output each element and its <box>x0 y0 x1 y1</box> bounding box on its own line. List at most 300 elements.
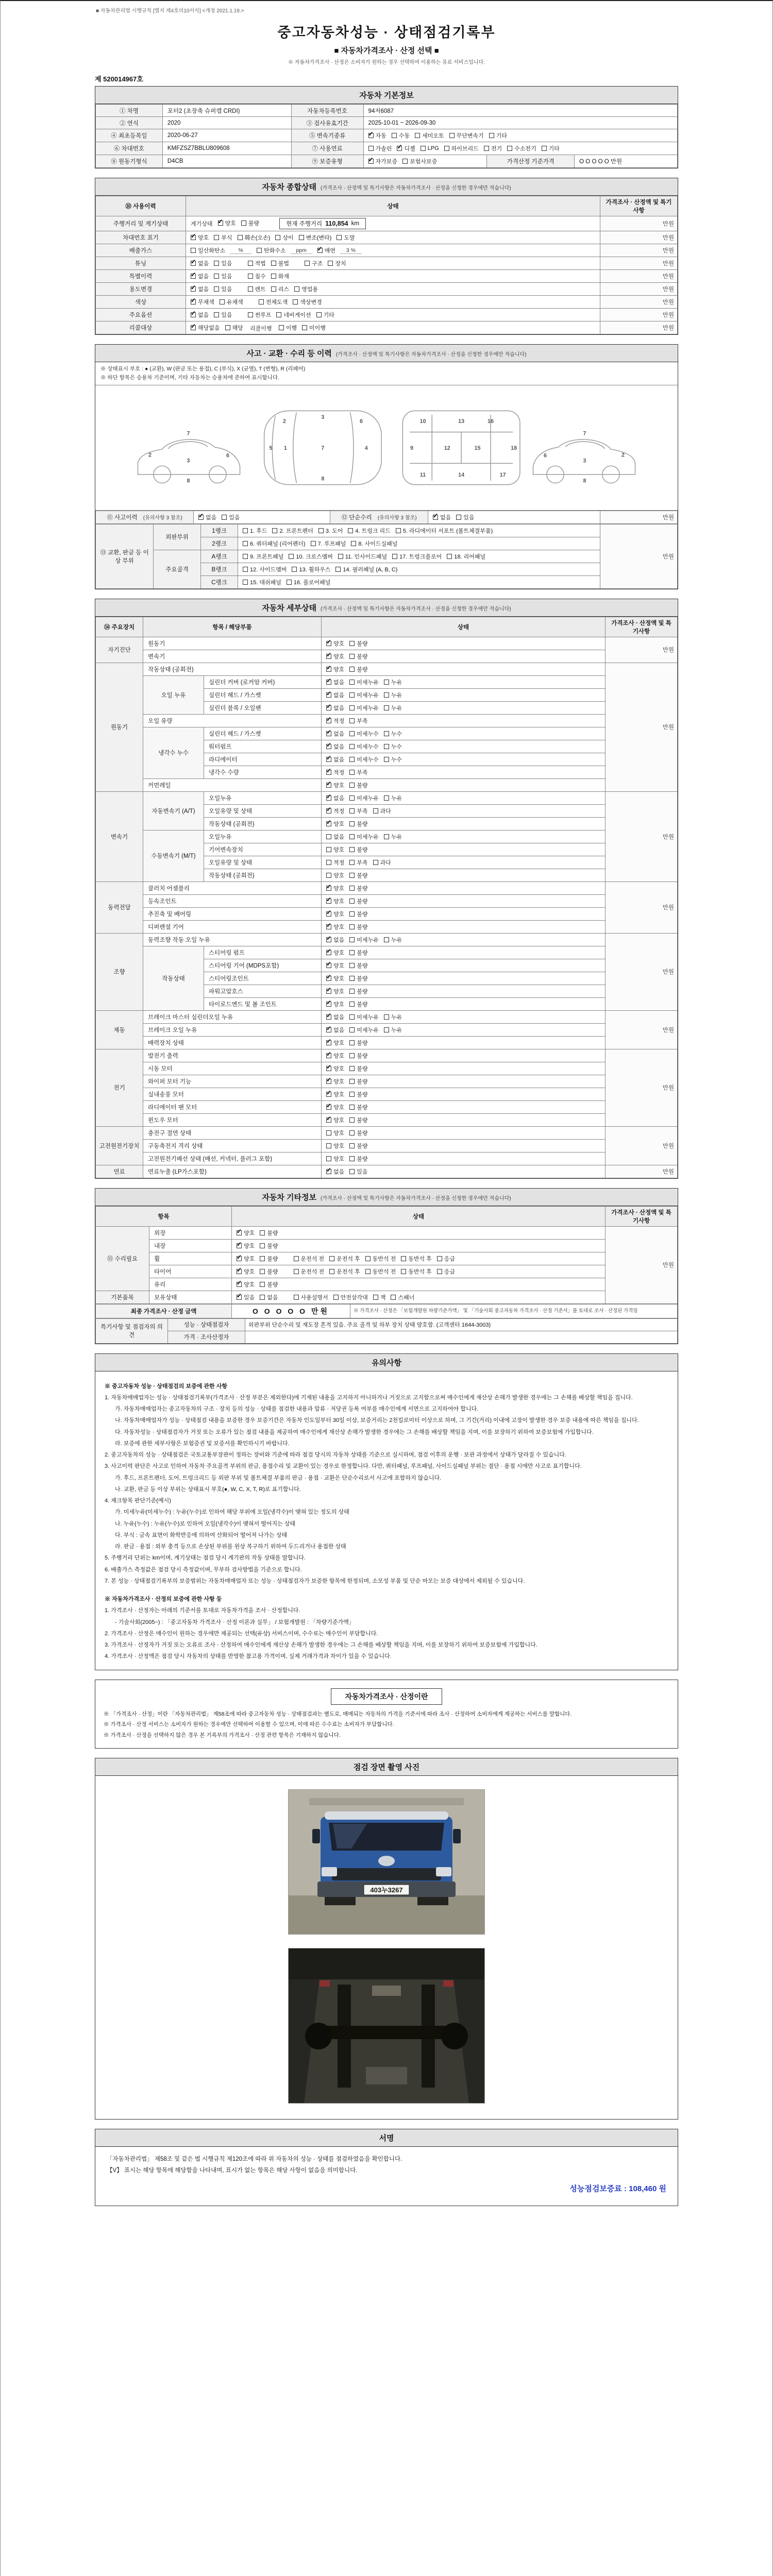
checkbox-option[interactable] <box>326 820 344 828</box>
column-header: 상태 <box>186 196 600 216</box>
checkbox-option[interactable] <box>237 1242 255 1250</box>
checkbox-option[interactable] <box>191 233 209 242</box>
checkbox-label: 이행 <box>285 325 297 331</box>
checkbox-icon <box>349 1156 355 1161</box>
checkbox-icon <box>329 1269 334 1274</box>
checkbox-icon <box>328 261 333 266</box>
svg-text:10: 10 <box>419 418 426 425</box>
checkbox-option[interactable] <box>287 578 330 586</box>
checkbox-option[interactable] <box>326 987 344 995</box>
checkbox-option[interactable] <box>243 565 287 573</box>
checkbox-label: 불량 <box>357 885 368 892</box>
checkbox-option[interactable] <box>437 1267 455 1276</box>
checkbox-option[interactable] <box>326 1026 344 1034</box>
checkbox-option[interactable] <box>326 1013 344 1021</box>
row-label: 특별이력 <box>96 270 186 283</box>
checkbox-option[interactable] <box>294 1267 325 1276</box>
checkbox-option[interactable] <box>447 552 485 561</box>
checkbox-option[interactable] <box>326 1142 344 1150</box>
checkbox-option[interactable] <box>326 794 344 802</box>
item-label: 배력장치 상태 <box>143 1036 322 1049</box>
checkbox-option[interactable] <box>449 131 484 140</box>
checkbox-icon <box>384 705 389 710</box>
checkbox-option[interactable] <box>329 1267 360 1276</box>
checkbox-icon <box>198 515 204 520</box>
table-row <box>96 105 678 117</box>
checkbox-option[interactable] <box>401 1267 432 1276</box>
checkbox-option[interactable] <box>349 897 367 905</box>
checkbox-label: 양호 <box>244 1230 255 1236</box>
checkbox-option[interactable] <box>237 1293 255 1301</box>
checkbox-option[interactable] <box>349 936 379 944</box>
checkbox-label: 없음 <box>333 834 345 840</box>
checkbox-option[interactable] <box>243 539 306 548</box>
checkbox-option[interactable] <box>294 1255 325 1263</box>
checkbox-option[interactable] <box>351 539 397 548</box>
checkbox-option[interactable] <box>326 730 344 738</box>
checkbox-option[interactable] <box>260 1280 278 1289</box>
checkbox-option[interactable] <box>349 1064 367 1073</box>
checkbox-label: 양호 <box>333 846 345 853</box>
checkbox-label: 11. 인사이드패널 <box>345 553 388 560</box>
checkbox-option[interactable] <box>214 233 232 242</box>
checkbox-option[interactable] <box>326 639 344 648</box>
checkbox-option[interactable] <box>349 910 367 918</box>
checkbox-label: 양호 <box>333 1117 345 1124</box>
checkbox-option[interactable] <box>349 871 367 879</box>
checkbox-option[interactable] <box>349 1155 367 1163</box>
checkbox-icon <box>191 299 196 304</box>
checkbox-option[interactable] <box>444 144 479 152</box>
checkbox-option[interactable] <box>349 1167 367 1176</box>
price-cell: 만원 <box>600 309 678 321</box>
checkbox-label: 불량 <box>357 872 368 879</box>
checkbox-option[interactable] <box>384 678 402 686</box>
table-row <box>96 1126 678 1139</box>
checkbox-option[interactable] <box>248 285 266 293</box>
checkbox-label: 미세누유 <box>357 692 379 699</box>
checkbox-option[interactable] <box>237 1229 255 1237</box>
checkbox-option[interactable] <box>191 311 209 319</box>
checkbox-option[interactable] <box>368 144 392 152</box>
checkbox-option[interactable] <box>349 652 367 660</box>
checkbox-option[interactable] <box>305 259 323 267</box>
checkbox-icon <box>326 731 331 736</box>
checkbox-icon <box>391 1295 396 1300</box>
rank-label: B랭크 <box>201 563 238 575</box>
checkbox-label: 9. 프론트패널 <box>250 553 284 560</box>
checkbox-option[interactable] <box>191 246 251 255</box>
checkbox-option[interactable] <box>338 552 387 561</box>
checkbox-option[interactable] <box>326 1116 344 1124</box>
checkbox-icon <box>326 989 331 994</box>
item-label: 실린더 블록 / 오일팬 <box>204 701 322 714</box>
checkbox-label: 불량 <box>357 666 368 673</box>
item-label: 클러치 어셈블리 <box>143 882 322 894</box>
checkbox-option[interactable] <box>326 652 344 660</box>
checkbox-option[interactable] <box>220 298 243 306</box>
state-options <box>322 869 606 882</box>
checkbox-option[interactable] <box>326 781 344 789</box>
checkbox-icon <box>326 976 331 981</box>
checkbox-icon <box>338 554 343 559</box>
table-row <box>96 1062 678 1075</box>
checkbox-option[interactable] <box>316 311 334 319</box>
checkbox-option[interactable] <box>349 717 367 725</box>
checkbox-option[interactable] <box>384 833 402 841</box>
checkbox-option[interactable] <box>191 259 209 267</box>
checkbox-option[interactable] <box>384 742 402 751</box>
text-line: 3. 사고이력 판단은 사고로 인하여 자동차 주요골격 부위의 판금, 용접수리 및 교환이 있는 경우로 한정합니다. 다만, 쿼터패널, 루프패널, 사이드실패널 부위는 절단 · 용접 시에만 사고로 표기합니다. <box>105 1463 582 1470</box>
checkbox-option[interactable] <box>368 131 386 140</box>
checkbox-icon <box>326 641 331 646</box>
checkbox-option[interactable] <box>349 1129 367 1137</box>
checkbox-option[interactable] <box>349 923 367 931</box>
price-cell: 만원 <box>600 257 678 270</box>
checkbox-option[interactable] <box>293 298 322 306</box>
checkbox-option[interactable] <box>349 858 367 867</box>
checkbox-option[interactable] <box>484 144 502 152</box>
signature-note: 【V】 표시는 해당 항목에 해당함을 나타내며, 표시가 없는 항목은 해당 사항이 없음을 의미합니다. <box>107 2167 358 2174</box>
item-label: 원동기 <box>143 637 322 650</box>
checkbox-icon <box>292 567 297 572</box>
checkbox-option[interactable] <box>326 871 344 879</box>
checkbox-option[interactable] <box>302 324 326 332</box>
checkbox-option[interactable] <box>349 755 379 764</box>
checkbox-icon <box>248 274 253 279</box>
checkbox-option[interactable] <box>289 552 332 561</box>
final-price-note: ※ 가격조사 · 산정은 「보험개발원 차량기준가액」 및 「기술사회 중고자동차 가격조사 · 산정 기준서」를 토대로 조사 · 산정된 가격임 <box>350 1304 678 1318</box>
checkbox-option[interactable] <box>392 552 442 561</box>
checkbox-option[interactable] <box>214 311 232 319</box>
checkbox-option[interactable] <box>294 285 318 293</box>
checkbox-option[interactable] <box>318 527 343 535</box>
state-options <box>322 1100 606 1113</box>
checkbox-option[interactable] <box>326 717 344 725</box>
checkbox-option[interactable] <box>317 246 362 255</box>
checkbox-label: 없음 <box>333 937 345 943</box>
checkbox-option[interactable] <box>237 1255 255 1263</box>
checkbox-option[interactable] <box>294 1293 328 1301</box>
checkbox-option[interactable] <box>402 157 437 165</box>
checkbox-option[interactable] <box>191 324 220 332</box>
checkbox-option[interactable] <box>349 1000 367 1008</box>
car-diagram-area <box>95 385 678 511</box>
first-registration-value: 2020-06-27 <box>162 129 291 142</box>
checkbox-option[interactable] <box>326 678 344 686</box>
checkbox-option[interactable] <box>271 259 289 267</box>
checkbox-icon <box>317 248 323 253</box>
checkbox-option[interactable] <box>456 513 474 521</box>
checkbox-option[interactable] <box>349 665 367 673</box>
checkbox-option[interactable] <box>384 936 402 944</box>
checkbox-option[interactable] <box>329 1255 360 1263</box>
svg-text:8: 8 <box>583 478 586 484</box>
mileage-value: 110,854 <box>325 220 348 227</box>
checkbox-option[interactable] <box>326 910 344 918</box>
checkbox-option[interactable] <box>326 1103 344 1111</box>
checkbox-option[interactable] <box>333 1293 368 1301</box>
checkbox-option[interactable] <box>349 1090 367 1098</box>
checkbox-option[interactable] <box>214 259 232 267</box>
checkbox-icon <box>447 554 452 559</box>
checkbox-option[interactable] <box>384 704 402 712</box>
checkbox-option[interactable] <box>275 233 293 242</box>
item-label: 실린더 헤드 / 가스켓 <box>204 727 322 740</box>
checkbox-option[interactable] <box>349 691 379 699</box>
checkbox-icon <box>260 1282 265 1287</box>
svg-text:14: 14 <box>458 471 465 478</box>
checkbox-option[interactable] <box>349 987 367 995</box>
checkbox-option[interactable] <box>349 948 367 957</box>
checkbox-option[interactable] <box>272 527 313 535</box>
checkbox-option[interactable] <box>243 527 267 535</box>
checkbox-label: 기타 <box>496 133 507 139</box>
checkbox-option[interactable] <box>373 807 391 815</box>
checkbox-option[interactable] <box>397 144 415 152</box>
checkbox-option[interactable] <box>337 233 355 242</box>
checkbox-option[interactable] <box>384 1026 402 1034</box>
checkbox-option[interactable] <box>349 1052 367 1060</box>
item-label: 오일유량 및 상태 <box>204 856 322 869</box>
state-options <box>322 753 606 766</box>
checkbox-label: 운전석 후 <box>337 1256 360 1262</box>
checkbox-option[interactable] <box>326 1077 344 1086</box>
checkbox-option[interactable] <box>326 1000 344 1008</box>
checkbox-option[interactable] <box>260 1267 278 1276</box>
checkbox-option[interactable] <box>191 272 209 280</box>
checkbox-option[interactable] <box>348 527 390 535</box>
table-row <box>96 129 678 142</box>
table-row <box>96 244 678 257</box>
car-name-value: 포터2 (초장축 슈퍼캡 CRDI) <box>162 105 291 117</box>
checkbox-option[interactable] <box>349 884 367 892</box>
checkbox-label: 없음 <box>267 1294 278 1301</box>
checkbox-option[interactable] <box>349 639 367 648</box>
checkbox-option[interactable] <box>222 513 240 521</box>
checkbox-icon <box>326 1040 331 1045</box>
checkbox-option[interactable] <box>349 768 367 776</box>
checkbox-option[interactable] <box>349 730 379 738</box>
checkbox-option[interactable] <box>349 820 367 828</box>
checkbox-option[interactable] <box>349 961 367 970</box>
checkbox-icon <box>326 821 331 826</box>
svg-text:15: 15 <box>474 445 481 451</box>
checkbox-option[interactable] <box>349 807 367 815</box>
checkbox-option[interactable] <box>260 1293 278 1301</box>
section-other-info <box>95 1188 678 1344</box>
checkbox-option[interactable] <box>248 259 266 267</box>
checkbox-option[interactable] <box>415 131 444 140</box>
checkbox-option[interactable] <box>248 311 272 319</box>
field-label: 자동차등록번호 <box>291 105 363 117</box>
checkbox-option[interactable] <box>326 742 344 751</box>
checkbox-option[interactable] <box>349 742 379 751</box>
checkbox-option[interactable] <box>507 144 536 152</box>
checkbox-option[interactable] <box>271 272 289 280</box>
checkbox-option[interactable] <box>349 1103 367 1111</box>
checkbox-option[interactable] <box>349 845 367 854</box>
checkbox-icon <box>271 286 276 292</box>
checkbox-option[interactable] <box>349 1077 367 1086</box>
checkbox-icon <box>349 1066 355 1071</box>
checkbox-option[interactable] <box>368 157 398 165</box>
checkbox-option[interactable] <box>214 272 232 280</box>
checkbox-option[interactable] <box>311 539 346 548</box>
checkbox-option[interactable] <box>241 219 259 227</box>
checkbox-option[interactable] <box>299 233 332 242</box>
table-row <box>96 550 678 563</box>
checkbox-option[interactable] <box>198 513 216 521</box>
checkbox-option[interactable] <box>260 1255 278 1263</box>
text-line: - 기술사회(2005~) : 「중고자동차 가격조사 · 산정 이론과 실무」 / 보험개발원 : 「차량기준가액」 <box>115 1619 355 1625</box>
checkbox-label: 적정 <box>333 808 345 815</box>
checkbox-label: 없음 <box>206 514 217 521</box>
checkbox-option[interactable] <box>349 833 379 841</box>
table-row <box>96 321 678 334</box>
legend-line: ※ 하단 항목은 승용차 기준이며, 기타 자동차는 승용차에 준하여 표시합니다. <box>100 374 279 381</box>
checkbox-option[interactable] <box>326 1064 344 1073</box>
checkbox-option[interactable] <box>349 1013 379 1021</box>
checkbox-option[interactable] <box>326 923 344 931</box>
checkbox-option[interactable] <box>218 219 236 227</box>
checkbox-option[interactable] <box>326 1129 344 1137</box>
checkbox-option[interactable] <box>257 246 312 255</box>
checkbox-option[interactable] <box>326 897 344 905</box>
checkbox-option[interactable] <box>433 513 451 521</box>
device-group-label: 조향 <box>96 933 143 1010</box>
checkbox-option[interactable] <box>328 259 346 267</box>
checkbox-option[interactable] <box>260 1242 278 1250</box>
checkbox-option[interactable] <box>326 1155 344 1163</box>
checkbox-icon <box>349 1027 355 1032</box>
checkbox-option[interactable] <box>349 1039 367 1047</box>
checkbox-option[interactable] <box>396 527 493 535</box>
checkbox-option[interactable] <box>437 1255 455 1263</box>
table-row <box>96 830 678 843</box>
checkbox-option[interactable] <box>214 285 232 293</box>
checkbox-label: 양호 <box>333 988 345 995</box>
checkbox-option[interactable] <box>260 1229 278 1237</box>
svg-text:9: 9 <box>410 445 414 451</box>
checkbox-option[interactable] <box>349 1116 367 1124</box>
checkbox-option[interactable] <box>326 1039 344 1047</box>
checkbox-option[interactable] <box>349 704 379 712</box>
checkbox-option[interactable] <box>238 233 271 242</box>
state-options <box>322 714 606 727</box>
checkbox-option[interactable] <box>326 845 344 854</box>
checkbox-icon <box>351 541 356 546</box>
checkbox-label: 수동 <box>398 133 410 139</box>
checkbox-option[interactable] <box>243 578 281 586</box>
checkbox-option[interactable] <box>365 1255 396 1263</box>
checkbox-option[interactable] <box>191 298 214 306</box>
checkbox-option[interactable] <box>542 144 560 152</box>
state-options <box>322 985 606 997</box>
checkbox-option[interactable] <box>326 1052 344 1060</box>
checkbox-option[interactable] <box>421 145 439 151</box>
checkbox-icon <box>349 873 355 878</box>
item-label: 작동상태 (공회전) <box>143 663 322 675</box>
checkbox-option[interactable] <box>279 324 297 332</box>
checkbox-option[interactable] <box>326 833 344 841</box>
item-label: 스티어링조인트 <box>204 972 322 985</box>
svg-text:6: 6 <box>359 418 363 425</box>
checkbox-icon <box>271 261 276 266</box>
checkbox-option[interactable] <box>384 691 402 699</box>
checkbox-option[interactable] <box>326 704 344 712</box>
checkbox-option[interactable] <box>384 755 402 764</box>
state-options <box>322 1049 606 1062</box>
checkbox-option[interactable] <box>392 131 410 140</box>
checkbox-option[interactable] <box>237 1280 255 1289</box>
comments-table <box>95 1318 678 1344</box>
checkbox-option[interactable] <box>489 131 507 140</box>
checkbox-option[interactable] <box>326 665 344 673</box>
checkbox-option[interactable] <box>243 552 283 561</box>
checkbox-option[interactable] <box>326 691 344 699</box>
checkbox-option[interactable] <box>391 1293 414 1301</box>
checkbox-option[interactable] <box>373 1293 386 1301</box>
checkbox-label: 미세누유 <box>357 834 379 840</box>
item-label: 타이어 <box>149 1265 232 1278</box>
checkbox-option[interactable] <box>191 285 209 293</box>
checkbox-option[interactable] <box>326 1167 344 1176</box>
checkbox-option[interactable] <box>237 1267 255 1276</box>
checkbox-option[interactable] <box>326 961 344 970</box>
checkbox-option[interactable] <box>326 974 344 982</box>
checkbox-option[interactable] <box>365 1267 396 1276</box>
checkbox-option[interactable] <box>326 1090 344 1098</box>
checkbox-option[interactable] <box>349 678 379 686</box>
checkbox-option[interactable] <box>326 884 344 892</box>
checkbox-option[interactable] <box>349 1026 379 1034</box>
checkbox-option[interactable] <box>401 1255 432 1263</box>
checkbox-option[interactable] <box>225 324 243 332</box>
checkbox-option[interactable] <box>248 272 266 280</box>
checkbox-icon <box>349 989 355 994</box>
checkbox-option[interactable] <box>349 794 379 802</box>
item-label: 브레이크 마스터 실린더오일 누유 <box>143 1010 322 1023</box>
checkbox-option[interactable] <box>276 311 311 319</box>
checkbox-option[interactable] <box>384 1013 402 1021</box>
checkbox-icon <box>275 235 280 240</box>
checkbox-option[interactable] <box>349 1142 367 1150</box>
state-options <box>322 766 606 778</box>
checkbox-option[interactable] <box>326 755 344 764</box>
checkbox-option[interactable] <box>292 565 330 573</box>
checkbox-option[interactable] <box>384 730 402 738</box>
checkbox-option[interactable] <box>326 807 344 815</box>
checkbox-option[interactable] <box>326 948 344 957</box>
checkbox-option[interactable] <box>271 285 289 293</box>
checkbox-option[interactable] <box>326 768 344 776</box>
table-row <box>96 1291 678 1303</box>
checkbox-option[interactable] <box>349 781 367 789</box>
checkbox-option[interactable] <box>373 858 391 867</box>
checkbox-option[interactable] <box>349 974 367 982</box>
row-label: 튜닝 <box>96 257 186 270</box>
checkbox-label: 4. 트렁크 리드 <box>355 528 391 534</box>
checkbox-option[interactable] <box>335 565 397 573</box>
checkbox-label: 미세누수 <box>357 756 379 763</box>
checkbox-icon <box>293 299 298 304</box>
checkbox-option[interactable] <box>326 936 344 944</box>
checkbox-option[interactable] <box>384 794 402 802</box>
checkbox-icon <box>349 757 355 762</box>
checkbox-option[interactable] <box>326 858 344 867</box>
checkbox-option[interactable] <box>259 298 288 306</box>
